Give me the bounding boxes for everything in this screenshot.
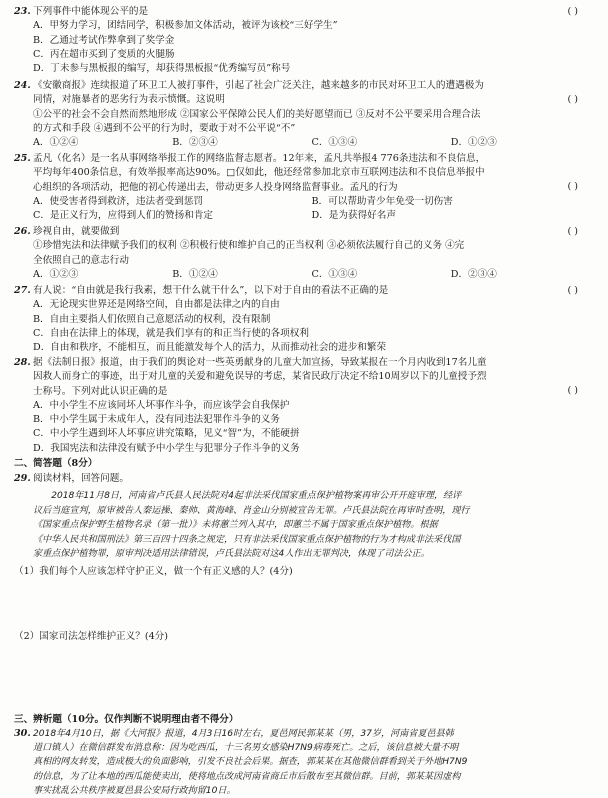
option-b: B．①②④ (172, 268, 218, 280)
answer-blank: ( ) (567, 6, 578, 17)
option-d: D．自由和秩序，不能相互，而且能激发每个人的活力，从而推动社会的进步和繁荣 (33, 342, 387, 354)
question-27 (0, 284, 608, 355)
question-29 (0, 472, 608, 486)
question-stem-line: 因救人而身亡的事迹，出于对儿童的关爱和避免误导的考虑，某省民政厅决定不给10周岁以下的儿童授予烈 (33, 371, 487, 383)
question-stem-line: 士称号。下列对此认识正确的是 (33, 385, 168, 397)
option-d: D．我国宪法和法律没有赋予中小学生与犯罪分子作斗争的义务 (33, 442, 300, 454)
question-25 (0, 152, 608, 223)
item-line: ①珍惜宪法和法律赋予我们的权利 ②积极行使和维护自己的正当权利 ③必须依法履行自己的义务 ④完 (33, 240, 465, 252)
option-c: C．①③④ (311, 137, 358, 149)
passage-line: 《国家重点保护野生植物名录（第一批）》未将蕙兰列入其中，即蕙兰不属于国家重点保护植物。根据 (33, 520, 438, 531)
passage-line: 事实扰乱公共秩序被夏邑县公安局行政拘留10日。 (33, 785, 236, 796)
passage-line: 的信息，为了让本地的西瓜能使卖出，使将地点改成河南省商丘市后散布至其微信群。目前，郭某某因虚构 (33, 771, 461, 782)
option-d: D．②③④ (450, 268, 497, 280)
options-row (33, 268, 590, 282)
option-d: D．是为获得好名声 (311, 210, 396, 222)
question-26 (0, 225, 608, 282)
question-number: 27. (14, 285, 31, 296)
question-stem: 珍视自由，就要做到 (33, 226, 120, 237)
question-stem: 阅读材料，回答问题。 (33, 473, 129, 484)
item-line: ①公平的社会不会自然而然地形成 ②国家公平保障公民人们的美好愿望而已 ③反对不公平要采用合理合法 (33, 108, 481, 120)
option-b: B．中小学生属于未成年人，没有同违法犯罪作斗争的义务 (33, 414, 280, 426)
reading-passage (0, 489, 557, 562)
question-28 (0, 356, 608, 456)
option-b: B．自由主要指人们依照自己意愿活动的权利，没有限制 (33, 313, 271, 325)
question-number: 30. (14, 728, 31, 739)
option-a: A．中小学生不应该同坏人坏事作斗争，而应该学会自我保护 (33, 399, 290, 411)
options-row (33, 209, 590, 223)
option-b: B．可以帮助青少年免受一切伤害 (311, 195, 453, 207)
passage-line: 议后当庭宣判，原审被告人秦运操、秦帅、黄海峰、肖金山分别被宣告无罪。卢氏县法院在再审时查明，现行 (33, 505, 470, 516)
passage-line: 2018年11月8日，河南省卢氏县人民法院对4起非法采伐国家重点保护植物案再审公开开庭审理，经评 (51, 491, 462, 501)
options-row (33, 136, 590, 150)
sub-question-1: （1）我们每个人应该怎样守护正义，做一个有正义感的人？(4分) (14, 566, 293, 577)
passage-line: 2018年4月10日，据《大河报》报道，4月3日16时左右，夏邑网民郭某某（男，37岁，河南省夏邑县韩 (33, 729, 454, 739)
item-line: 的方式和手段 ④遇到不公平的行为时，要敢于对不公平说“不” (33, 122, 296, 134)
option-c: C．是正义行为，应得到人们的赞扬和肯定 (33, 210, 214, 222)
answer-blank: ( ) (567, 385, 578, 396)
section-heading-short-answer: 二、简答题（8分） (14, 458, 98, 469)
answer-blank: ( ) (567, 285, 578, 296)
option-a: A．无论现实世界还是网络空间，自由都是法律之内的自由 (33, 299, 280, 311)
answer-blank: ( ) (567, 94, 578, 105)
option-a: A．使受害者得到救济，违法者受到惩罚 (33, 195, 204, 207)
option-a: A．①②④ (33, 137, 79, 149)
question-number: 25. (14, 153, 31, 164)
option-a: A．甲努力学习，团结同学，积极参加文体活动，被评为该校“三好学生” (33, 20, 338, 32)
answer-blank: ( ) (567, 181, 578, 192)
option-b: B．②③④ (172, 137, 218, 149)
item-line: 全依照自己的意志行动 (33, 254, 129, 266)
option-a: A．①②③ (33, 268, 79, 280)
option-d: D．丁未参与黑板报的编写，却获得黑板报“优秀编写员”称号 (33, 63, 291, 75)
section-heading-analysis: 三、辨析题（10分。仅作判断不说明理由者不得分） (14, 714, 239, 725)
question-stem-line: 《安徽商报》连续报道了环卫工人被打事件，引起了社会广泛关注，越来越多的市民对环卫工人的遭遇极为 (33, 80, 484, 91)
answer-blank: ( ) (567, 226, 578, 237)
question-stem-line: 据《法制日报》报道，由于我们的舆论对一些英勇献身的儿童大加宣扬，导致某报在一个月内收到17名儿童 (33, 357, 487, 368)
option-c: C．中小学生遇到坏人坏事应讲究策略，见义“智”为，不能硬拼 (33, 428, 300, 440)
question-stem: 有人说：“自由就是我行我素，想干什么就干什么”，以下对于自由的看法不正确的是 (33, 285, 389, 296)
question-number: 28. (14, 357, 31, 368)
passage-line: 道口镇人）在微信群发布消息称：因为吃西瓜，十三名男女感染H7N9病毒死亡。之后，该信息被大量不明 (33, 743, 459, 754)
question-24 (0, 79, 608, 150)
question-stem-line: 孟凡（化名）是一名从事网络举报工作的网络监督志愿者。12年来，孟凡共举报4 776条违法和不良信息， (33, 153, 486, 164)
passage-line: 《中华人民共和国刑法》第三百四十四条之规定，只有非法采伐国家重点保护植物的行为才构成非法采伐国 (33, 534, 461, 545)
question-30 (0, 727, 608, 798)
sub-question-2: （2）国家司法怎样维护正义？(4分) (14, 631, 169, 642)
option-c: C．自由在法律上的体现，就是我们享有的和正当行使的各项权利 (33, 327, 309, 339)
option-c: C．①③④ (311, 268, 358, 280)
question-number: 29. (14, 473, 31, 484)
question-stem: 下列事件中能体现公平的是 (33, 6, 149, 17)
option-b: B．乙通过考试作弊拿到了奖学金 (33, 34, 175, 46)
passage-line: 真相的网友转发，造成极大的负面影响，引发不良社会后果。据查，郭某某在其他微信群看到关于外地H7N9 (33, 757, 468, 768)
option-d: D．①②③ (450, 137, 497, 149)
question-stem-line: 平均每年400条信息，有效举报率高达90%。□仅如此，他还经常参加北京市互联网违法和不良信息举报中 (33, 167, 485, 179)
question-stem-line: 同情，对施暴者的恶劣行为表示愤慨。这说明 (33, 94, 225, 106)
question-number: 26. (14, 226, 31, 237)
passage-line: 家重点保护植物罪，原审判决适用法律错误，卢氏县法院对这4人作出无罪判决，体现了司法公正。 (33, 549, 430, 560)
options-row (33, 195, 590, 209)
question-stem-line: 心组织的各项活动，把他的初心传递出去，带动更多人投身网络监督事业。孟凡的行为 (33, 181, 398, 193)
option-c: C．丙在超市买到了变质的火腿肠 (33, 48, 175, 60)
question-23 (0, 5, 608, 76)
question-number: 24. (14, 80, 31, 91)
question-number: 23. (14, 6, 31, 17)
